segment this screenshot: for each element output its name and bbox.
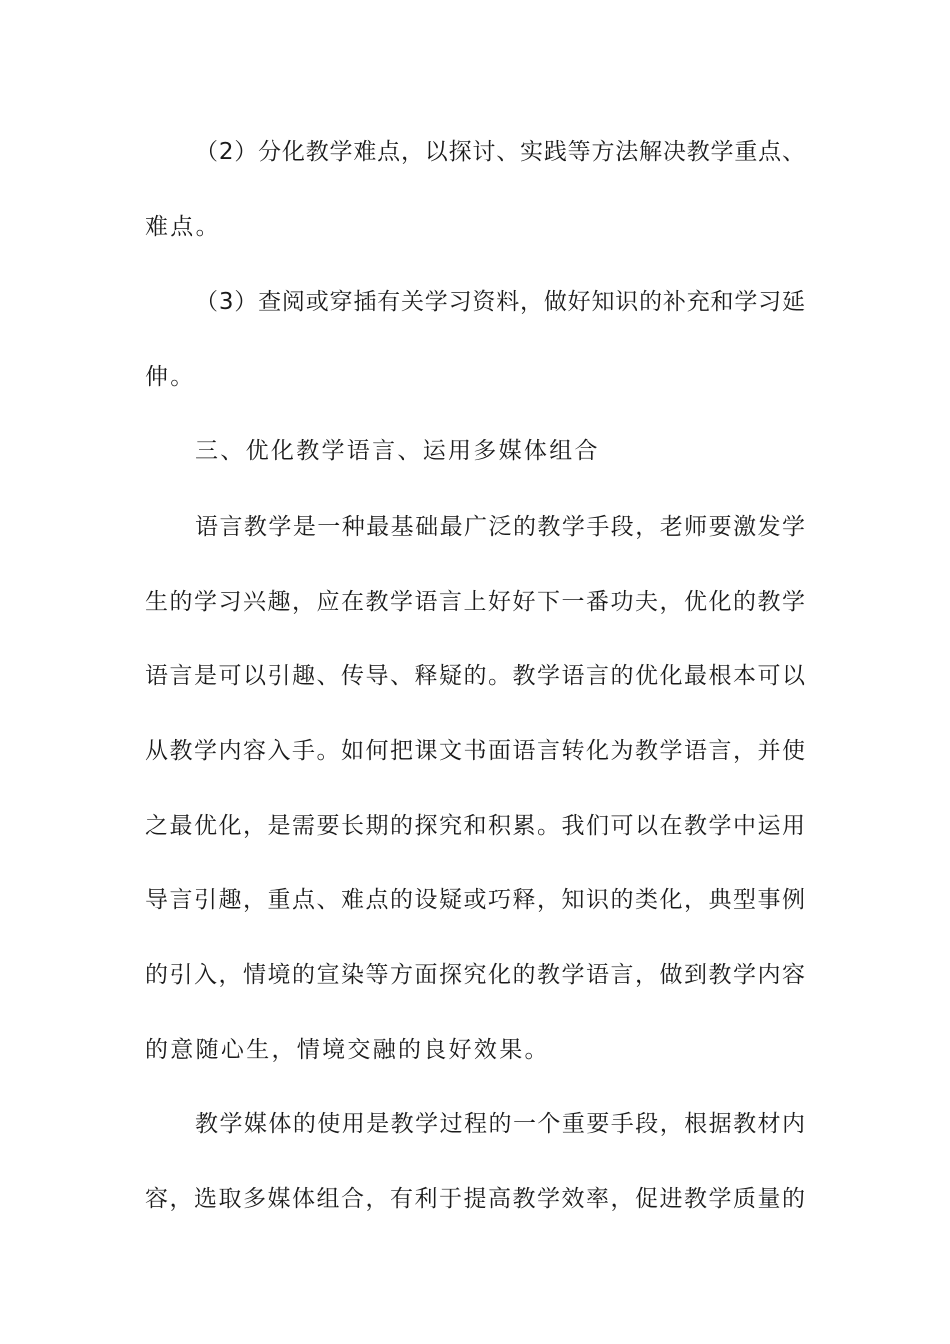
paragraph-line: 从教学内容入手。如何把课文书面语言转化为教学语言，并使 xyxy=(145,738,805,764)
paragraph-line: 难点。 xyxy=(145,214,221,240)
paragraph-line: 的引入，情境的宣染等方面探究化的教学语言，做到教学内容 xyxy=(145,962,805,988)
paragraph-line: 的意随心生，情境交融的良好效果。 xyxy=(145,1037,550,1063)
paragraph-line: 教学媒体的使用是教学过程的一个重要手段，根据教材内 xyxy=(195,1111,805,1137)
paragraph-line: 导言引趣，重点、难点的设疑或巧释，知识的类化，典型事例 xyxy=(145,887,805,913)
section-heading: 三、优化教学语言、运用多媒体组合 xyxy=(195,438,600,464)
paragraph-line: 生的学习兴趣，应在教学语言上好好下一番功夫，优化的教学 xyxy=(145,589,805,615)
paragraph-line: 语言教学是一种最基础最广泛的教学手段，老师要激发学 xyxy=(195,514,805,540)
paragraph-line: （2）分化教学难点，以探讨、实践等方法解决教学重点、 xyxy=(195,139,805,165)
paragraph-line: 语言是可以引趣、传导、释疑的。教学语言的优化最根本可以 xyxy=(145,663,805,689)
paragraph-line: 之最优化，是需要长期的探究和积累。我们可以在教学中运用 xyxy=(145,813,805,839)
paragraph-line: （3）查阅或穿插有关学习资料，做好知识的补充和学习延 xyxy=(195,289,805,315)
paragraph-line: 容，选取多媒体组合，有利于提高教学效率，促进教学质量的 xyxy=(145,1186,805,1212)
paragraph-line: 伸。 xyxy=(145,364,196,390)
